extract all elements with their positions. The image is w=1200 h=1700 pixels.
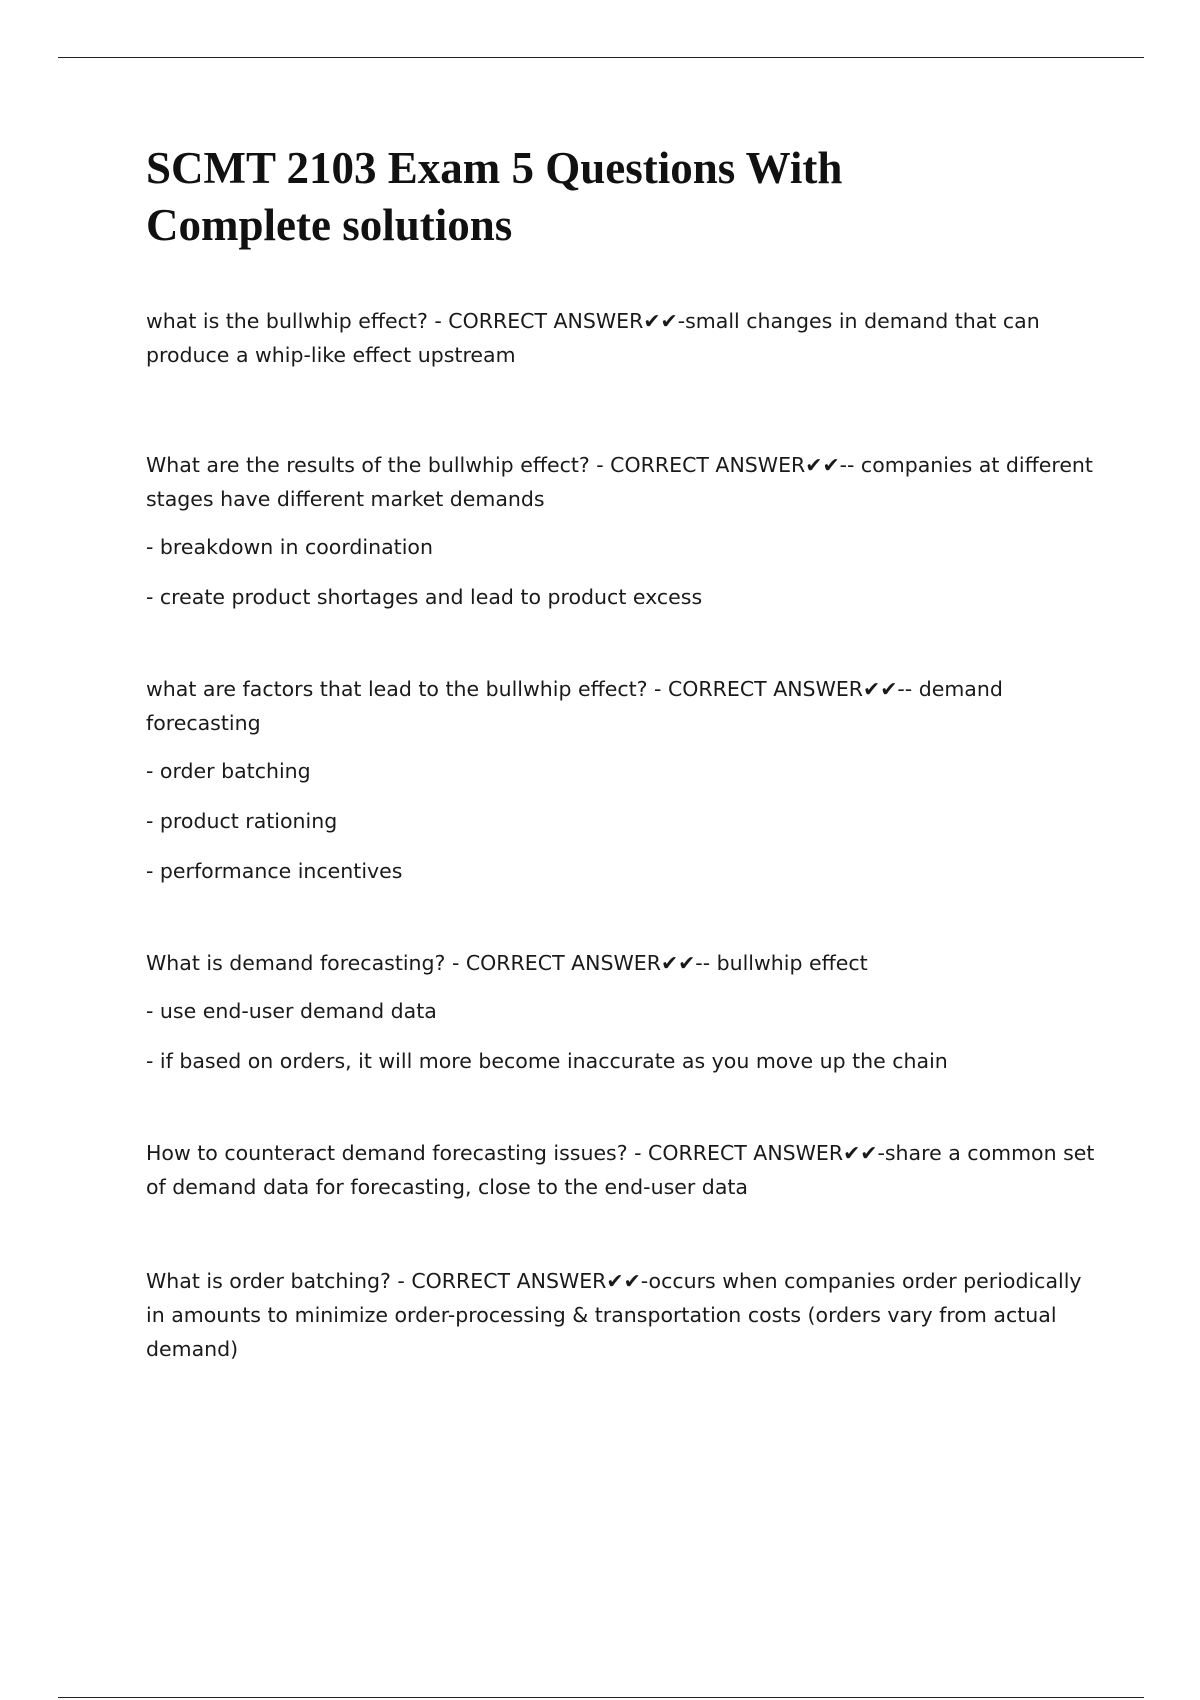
question-text: How to counteract demand forecasting issues? - CORRECT ANSWER✔✔-share a common set of demand data for forecasting, close to the end-user data bbox=[146, 1141, 1095, 1199]
answer-line: - use end-user demand data bbox=[146, 999, 437, 1023]
qa-item bbox=[146, 1136, 1096, 1204]
answer-line: - create product shortages and lead to product excess bbox=[146, 585, 703, 609]
document-body bbox=[146, 140, 1096, 1408]
qa-item bbox=[146, 1264, 1096, 1366]
qa-item bbox=[146, 304, 1096, 372]
question-text: What is demand forecasting? - CORRECT ANSWER✔✔-- bullwhip effect bbox=[146, 951, 868, 975]
qa-item bbox=[146, 448, 1096, 614]
qa-item bbox=[146, 672, 1096, 888]
answer-line: - if based on orders, it will more become inaccurate as you move up the chain bbox=[146, 1049, 948, 1073]
question-text: what are factors that lead to the bullwhip effect? - CORRECT ANSWER✔✔-- demand forecasting bbox=[146, 677, 1003, 735]
bottom-rule bbox=[58, 1697, 1144, 1698]
question-text: what is the bullwhip effect? - CORRECT ANSWER✔✔-small changes in demand that can produce a whip-like effect upstream bbox=[146, 309, 1040, 367]
document-title: SCMT 2103 Exam 5 Questions With Complete solutions bbox=[146, 143, 843, 250]
answer-line: - performance incentives bbox=[146, 859, 403, 883]
answer-line: - breakdown in coordination bbox=[146, 535, 433, 559]
answer-line: - product rationing bbox=[146, 809, 338, 833]
question-text: What is order batching? - CORRECT ANSWER✔✔-occurs when companies order periodically in amounts to minimize order-processing & transportation costs (orders vary from actual demand) bbox=[146, 1269, 1082, 1361]
answer-line: - order batching bbox=[146, 759, 311, 783]
qa-item bbox=[146, 946, 1096, 1078]
question-text: What are the results of the bullwhip effect? - CORRECT ANSWER✔✔-- companies at different stages have different market demands bbox=[146, 453, 1093, 511]
top-rule bbox=[58, 57, 1144, 58]
